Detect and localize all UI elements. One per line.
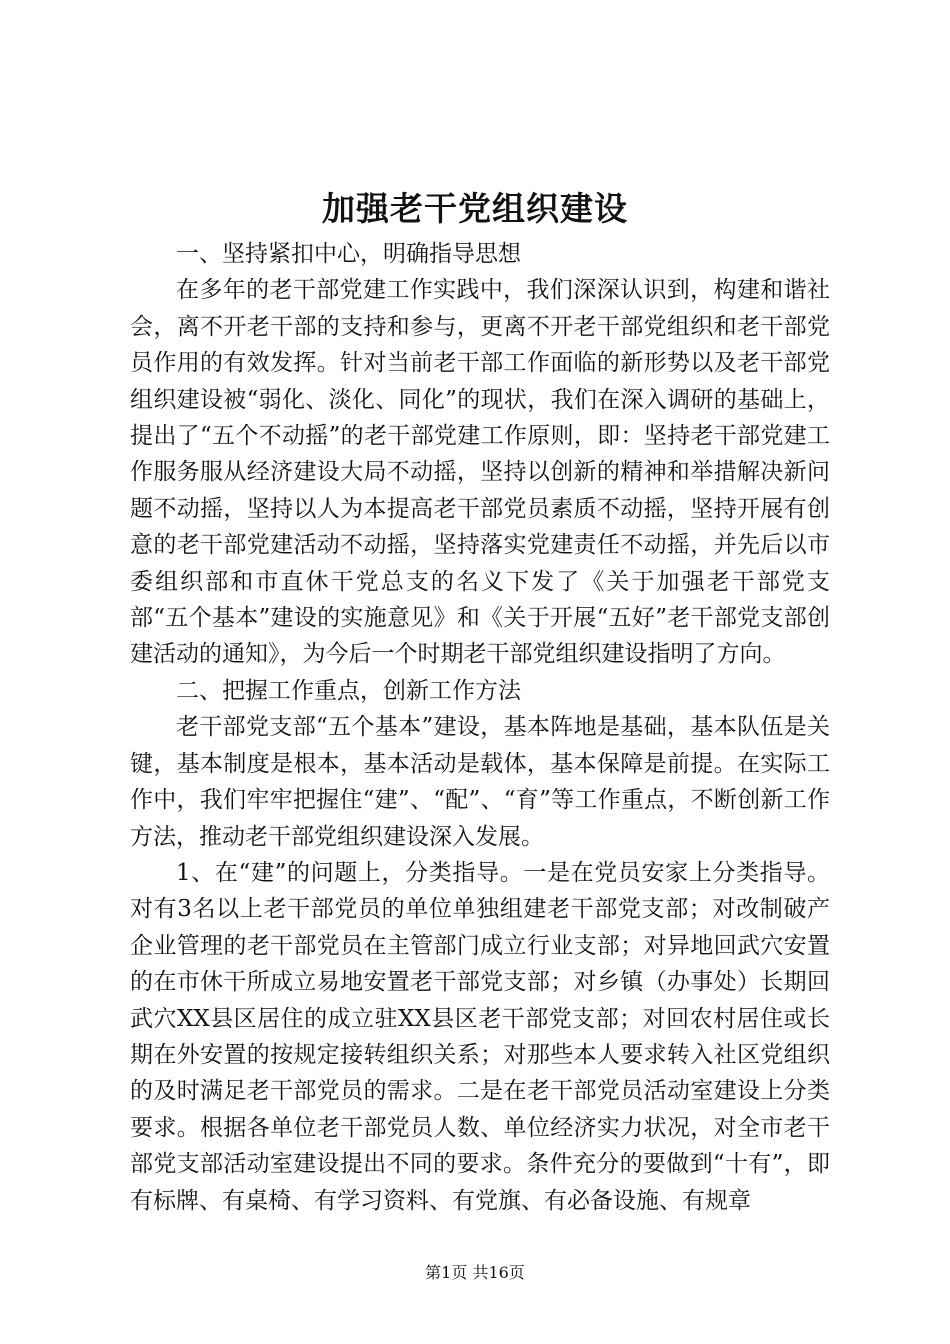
document-body <box>130 236 830 1219</box>
page-footer: 第1页 共16页 <box>425 1263 525 1282</box>
paragraph-2: 老干部党支部“五个基本”建设，基本阵地是基础，基本队伍是关键，基本制度是根本，基本活动是载体，基本保障是前提。在实际工作中，我们牢牢把握住“建”、“配”、“育”等工作重点，不断创新工作方法，推动老干部党组织建设深入发展。 <box>130 714 830 850</box>
section-heading-2: 二、把握工作重点，创新工作方法 <box>176 677 521 704</box>
section-heading-1: 一、坚持紧扣中心，明确指导思想 <box>176 241 521 267</box>
paragraph-1: 在多年的老干部党建工作实践中，我们深深认识到，构建和谐社会，离不开老干部的支持和参与，更离不开老干部党组织和老干部党员作用的有效发挥。针对当前老干部工作面临的新形势以及老干部党组织建设被“弱化、淡化、同化”的现状，我们在深入调研的基础上，提出了“五个不动摇”的老干部党建工作原则，即：坚持老干部党建工作服务服从经济建设大局不动摇，坚持以创新的精神和举措解决新问题不动摇，坚持以人为本提高老干部党员素质不动摇，坚持开展有创意的老干部党建活动不动摇，坚持落实党建责任不动摇，并先后以市委组织部和市直休干党总支的名义下发了《关于加强老干部党支部“五个基本”建设的实施意见》和《关于开展“五好”老干部党支部创建活动的通知》，为今后一个时期老干部党组织建设指明了方向。 <box>130 277 830 668</box>
document-title: 加强老干党组织建设 <box>322 189 628 228</box>
paragraph-3: 1、在“建”的问题上，分类指导。一是在党员安家上分类指导。对有3名以上老干部党员的单位单独组建老干部党支部；对改制破产企业管理的老干部党员在主管部门成立行业支部；对异地回武穴安置的在市休干所成立易地安置老干部党支部；对乡镇（办事处）长期回武穴XX县区居住的成立驻XX县区老干部党支部；对回农村居住或长期在外安置的按规定接转组织关系；对那些本人要求转入社区党组织的及时满足老干部党员的需求。二是在老干部党员活动室建设上分类要求。根据各单位老干部党员人数、单位经济实力状况，对全市老干部党支部活动室建设提出不同的要求。条件充分的要做到“十有”，即有标牌、有桌椅、有学习资料、有党旗、有必备设施、有规章 <box>130 859 830 1214</box>
